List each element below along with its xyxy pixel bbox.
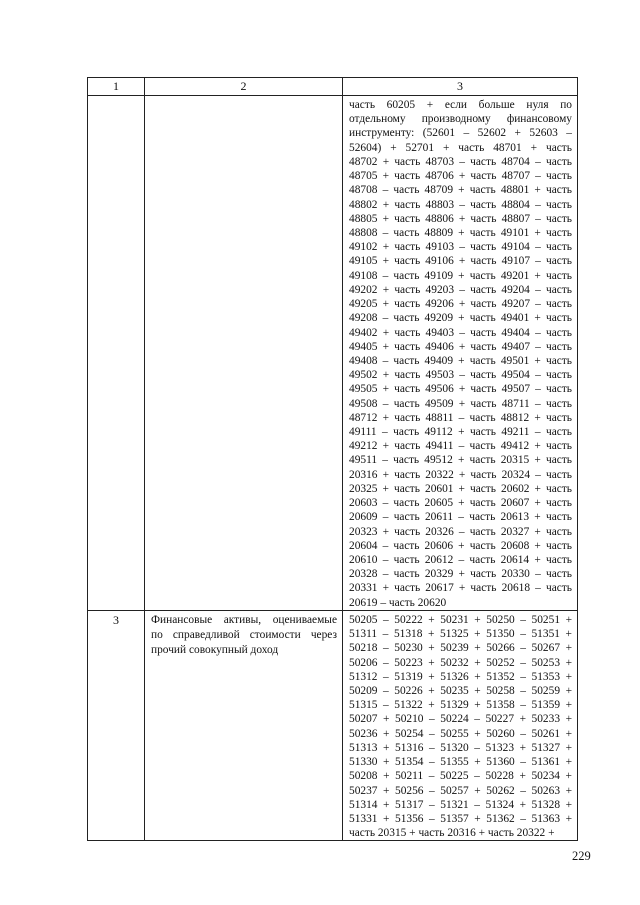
formula-line: 49511 – часть 49512 + часть 20315 + часть xyxy=(349,454,572,467)
formula-line: отдельному производному финансовому xyxy=(349,113,572,126)
formula-line: 48808 – часть 48809 + часть 49101 + часть xyxy=(349,226,572,239)
table-row-3 xyxy=(88,610,578,841)
formula-line: 50218 – 50230 + 50239 + 50266 – 50267 + xyxy=(349,642,572,655)
formula-line: 20323 + часть 20326 – часть 20327 + часть xyxy=(349,525,572,538)
formula-line: 50236 + 50254 – 50255 + 50260 – 50261 + xyxy=(349,727,572,740)
formula-line: инструменту: (52601 – 52602 + 52603 – xyxy=(349,127,572,140)
formula-line: 48805 + часть 48806 + часть 48807 – часть xyxy=(349,212,572,225)
formula-line: 49502 + часть 49503 – часть 49504 – часть xyxy=(349,369,572,382)
formula-line: 20610 – часть 20612 – часть 20614 + часть xyxy=(349,554,572,566)
formula-line: 20619 – часть 20620 xyxy=(349,596,447,609)
formula-line: 48708 – часть 48709 + часть 48801 + часть xyxy=(349,184,572,197)
row-name-cell xyxy=(145,610,343,841)
formula-line: 51330 + 51354 – 51355 + 51360 – 51361 + xyxy=(349,756,572,769)
formula-line: 50207 + 50210 – 50224 – 50227 + 50233 + xyxy=(349,713,572,726)
formula-line: 49402 + часть 49403 – часть 49404 – часть xyxy=(349,326,572,339)
formula-line: 50206 – 50223 + 50232 + 50252 – 50253 + xyxy=(349,656,572,669)
formula-line: 49405 + часть 49406 + часть 49407 – часть xyxy=(349,340,572,353)
formula-line: 49212 + часть 49411 – часть 49412 + часть xyxy=(349,440,572,453)
row-name-line: прочий совокупный доход xyxy=(151,643,279,656)
formula-line: 20316 + часть 20322 + часть 20324 – часть xyxy=(349,468,572,481)
formula-line: 49505 + часть 49506 + часть 49507 – часть xyxy=(349,383,572,396)
formula-line: часть 60205 + если больше нуля по xyxy=(349,99,572,111)
header-col-3: 3 xyxy=(343,78,578,96)
formula-line: 51331 + 51356 – 51357 + 51362 – 51363 + xyxy=(349,812,572,825)
formula-line: 20609 – часть 20611 – часть 20613 + часть xyxy=(349,511,572,524)
formula-line: 49202 + часть 49203 – часть 49204 – часть xyxy=(349,283,572,296)
formula-line: 49108 – часть 49109 + часть 49201 + часть xyxy=(349,269,572,282)
formula-line: 51311 – 51318 + 51325 + 51350 – 51351 + xyxy=(349,628,572,641)
formula-line: 50208 + 50211 – 50225 – 50228 + 50234 + xyxy=(349,770,572,783)
formula-table xyxy=(87,77,578,841)
table-header-row xyxy=(88,78,578,96)
formula-line: 20603 – часть 20605 + часть 20607 + часть xyxy=(349,497,572,510)
formula-line: 48712 + часть 48811 – часть 48812 + часть xyxy=(349,411,572,424)
row-name-line: Финансовые активы, оцениваемые xyxy=(151,613,337,626)
formula-line: 49508 – часть 49509 + часть 48711 – часть xyxy=(349,397,572,410)
formula-line: 48705 + часть 48706 + часть 48707 – часть xyxy=(349,170,572,183)
formula-line: 49105 + часть 49106 + часть 49107 – часть xyxy=(349,255,572,268)
formula-line: 51313 + 51316 – 51320 – 51323 + 51327 + xyxy=(349,741,572,754)
formula-line: 20328 – часть 20329 + часть 20330 – часть xyxy=(349,568,572,581)
formula-line: 20604 – часть 20606 + часть 20608 + часть xyxy=(349,539,572,552)
formula-line: 51312 – 51319 + 51326 + 51352 – 51353 + xyxy=(349,670,572,683)
row-number-cell: 3 xyxy=(88,610,145,841)
formula-line: 50237 + 50256 – 50257 + 50262 – 50263 + xyxy=(349,784,572,797)
formula-line: 51314 + 51317 – 51321 – 51324 + 51328 + xyxy=(349,798,572,811)
formula-line: 49205 + часть 49206 + часть 49207 – часть xyxy=(349,298,572,311)
formula-line: 49208 – часть 49209 + часть 49401 + часть xyxy=(349,312,572,325)
formula-line: 49408 – часть 49409 + часть 49501 + часть xyxy=(349,354,572,367)
formula-line: 48802 + часть 48803 – часть 48804 – часть xyxy=(349,198,572,211)
row-formula-cell xyxy=(343,610,578,841)
formula-line: 52604) + 52701 + часть 48701 + часть xyxy=(349,141,572,154)
row-formula-cell xyxy=(343,96,578,611)
formula-line: 49111 – часть 49112 + часть 49211 – часть xyxy=(349,426,572,439)
formula-line: 50205 – 50222 + 50231 + 50250 – 50251 + xyxy=(349,613,572,626)
formula-line: часть 20315 + часть 20316 + часть 20322 + xyxy=(349,827,555,840)
header-col-1: 1 xyxy=(88,78,145,96)
row-number-cell xyxy=(88,96,145,611)
formula-line: 48702 + часть 48703 – часть 48704 – часть xyxy=(349,155,572,168)
formula-line: 51315 – 51322 + 51329 + 51358 – 51359 + xyxy=(349,699,572,712)
formula-line: 20331 + часть 20617 + часть 20618 – часть xyxy=(349,582,572,595)
formula-line: 50209 – 50226 + 50235 + 50258 – 50259 + xyxy=(349,684,572,697)
row-name-cell xyxy=(145,96,343,611)
row-name-line: по справедливой стоимости через xyxy=(151,628,337,641)
table-row-continuation xyxy=(88,96,578,611)
header-col-2: 2 xyxy=(145,78,343,96)
formula-line: 49102 + часть 49103 – часть 49104 – часть xyxy=(349,241,572,254)
page-number: 229 xyxy=(572,849,591,863)
formula-line: 20325 + часть 20601 + часть 20602 + часть xyxy=(349,482,572,495)
